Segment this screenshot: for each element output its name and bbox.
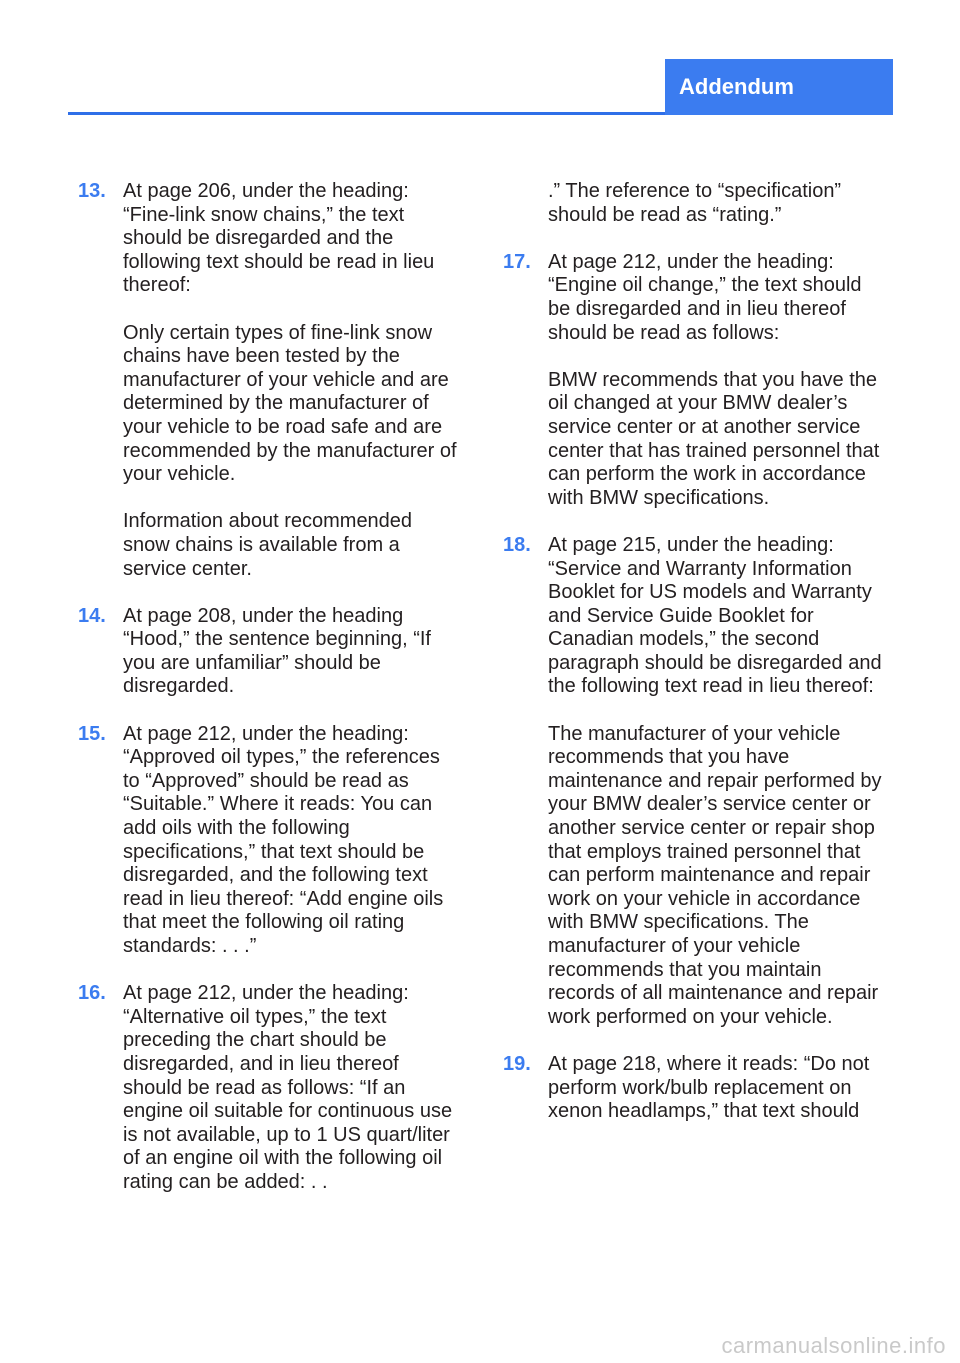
item-number: 19. <box>503 1052 531 1075</box>
list-item <box>78 605 458 699</box>
right-column <box>503 180 888 1147</box>
item-paragraph: BMW recommends that you have the oil changed at your BMW dealer’s service center or at another service center that has trained personnel that can perform the work in accordance with BMW specifications. <box>548 368 880 509</box>
list-item <box>503 534 888 1029</box>
continuation-text: .” The reference to “specification” should be read as “rating.” <box>548 180 842 226</box>
list-item <box>78 723 458 959</box>
item-number: 17. <box>503 250 531 273</box>
item-paragraph: At page 212, under the heading: “Approved oil types,” the references to “Approved” should be read as “Suitable.” Where it reads: You can add oils with the following specifications,” that text should be disregarded, and the following text read in lieu thereof: “Add engine oils that meet the following oil rating standards: . . .” <box>123 722 444 957</box>
item-paragraph: At page 212, under the heading: “Engine oil change,” the text should be disregarded and in lieu thereof should be read as follows: <box>548 250 862 344</box>
item-paragraph: At page 218, where it reads: “Do not perform work/bulb replacement on xenon headlamps,” that text should <box>548 1052 870 1123</box>
item-number: 16. <box>78 982 106 1005</box>
item-paragraph: The manufacturer of your vehicle recommends that you have maintenance and repair performed by your BMW dealer’s service center or another service center or repair shop that employs trained personnel that can perform maintenance and repair work on your vehicle in accordance with BMW specifications. The manufacturer of your vehicle recommends that you maintain records of all maintenance and repair work performed on your vehicle. <box>548 722 882 1028</box>
list-item <box>503 1053 888 1124</box>
item-number: 13. <box>78 180 106 202</box>
item-paragraph: Only certain types of fine-link snow chains have been tested by the manufacturer of your vehicle and are determined by the manufacturer of your vehicle to be road safe and are recommended by the manufacturer of your vehicle. <box>123 321 457 486</box>
left-column <box>78 180 458 1218</box>
item-paragraph: At page 208, under the heading “Hood,” the sentence beginning, “If you are unfamiliar” should be disregarded. <box>123 604 431 698</box>
continued-paragraph <box>503 180 888 227</box>
item-paragraph: Information about recommended snow chains is available from a service center. <box>123 510 413 580</box>
section-title: Addendum <box>679 74 794 99</box>
item-paragraph: At page 206, under the heading: “Fine-link snow chains,” the text should be disregarded and the following text should be read in lieu thereof: <box>123 180 435 297</box>
list-item <box>78 180 458 581</box>
item-number: 15. <box>78 722 106 745</box>
list-item <box>503 251 888 511</box>
item-number: 14. <box>78 604 106 627</box>
section-title-tab <box>665 59 893 115</box>
item-paragraph: At page 215, under the heading: “Service and Warranty Information Booklet for US models and Warranty and Service Guide Booklet for Canadian models,” the second paragraph should be disregarded and the following text read in lieu thereof: <box>548 533 882 698</box>
item-paragraph: At page 212, under the heading: “Alternative oil types,” the text preceding the chart should be disregarded, and in lieu thereof should be read as follows: “If an engine oil suitable for continuous use is not available, up to 1 US quart/liter of an engine oil with the following oil rating can be added: . . <box>123 982 453 1193</box>
list-item <box>78 982 458 1194</box>
site-watermark: carmanualsonline.info <box>721 1333 946 1358</box>
item-number: 18. <box>503 533 531 556</box>
